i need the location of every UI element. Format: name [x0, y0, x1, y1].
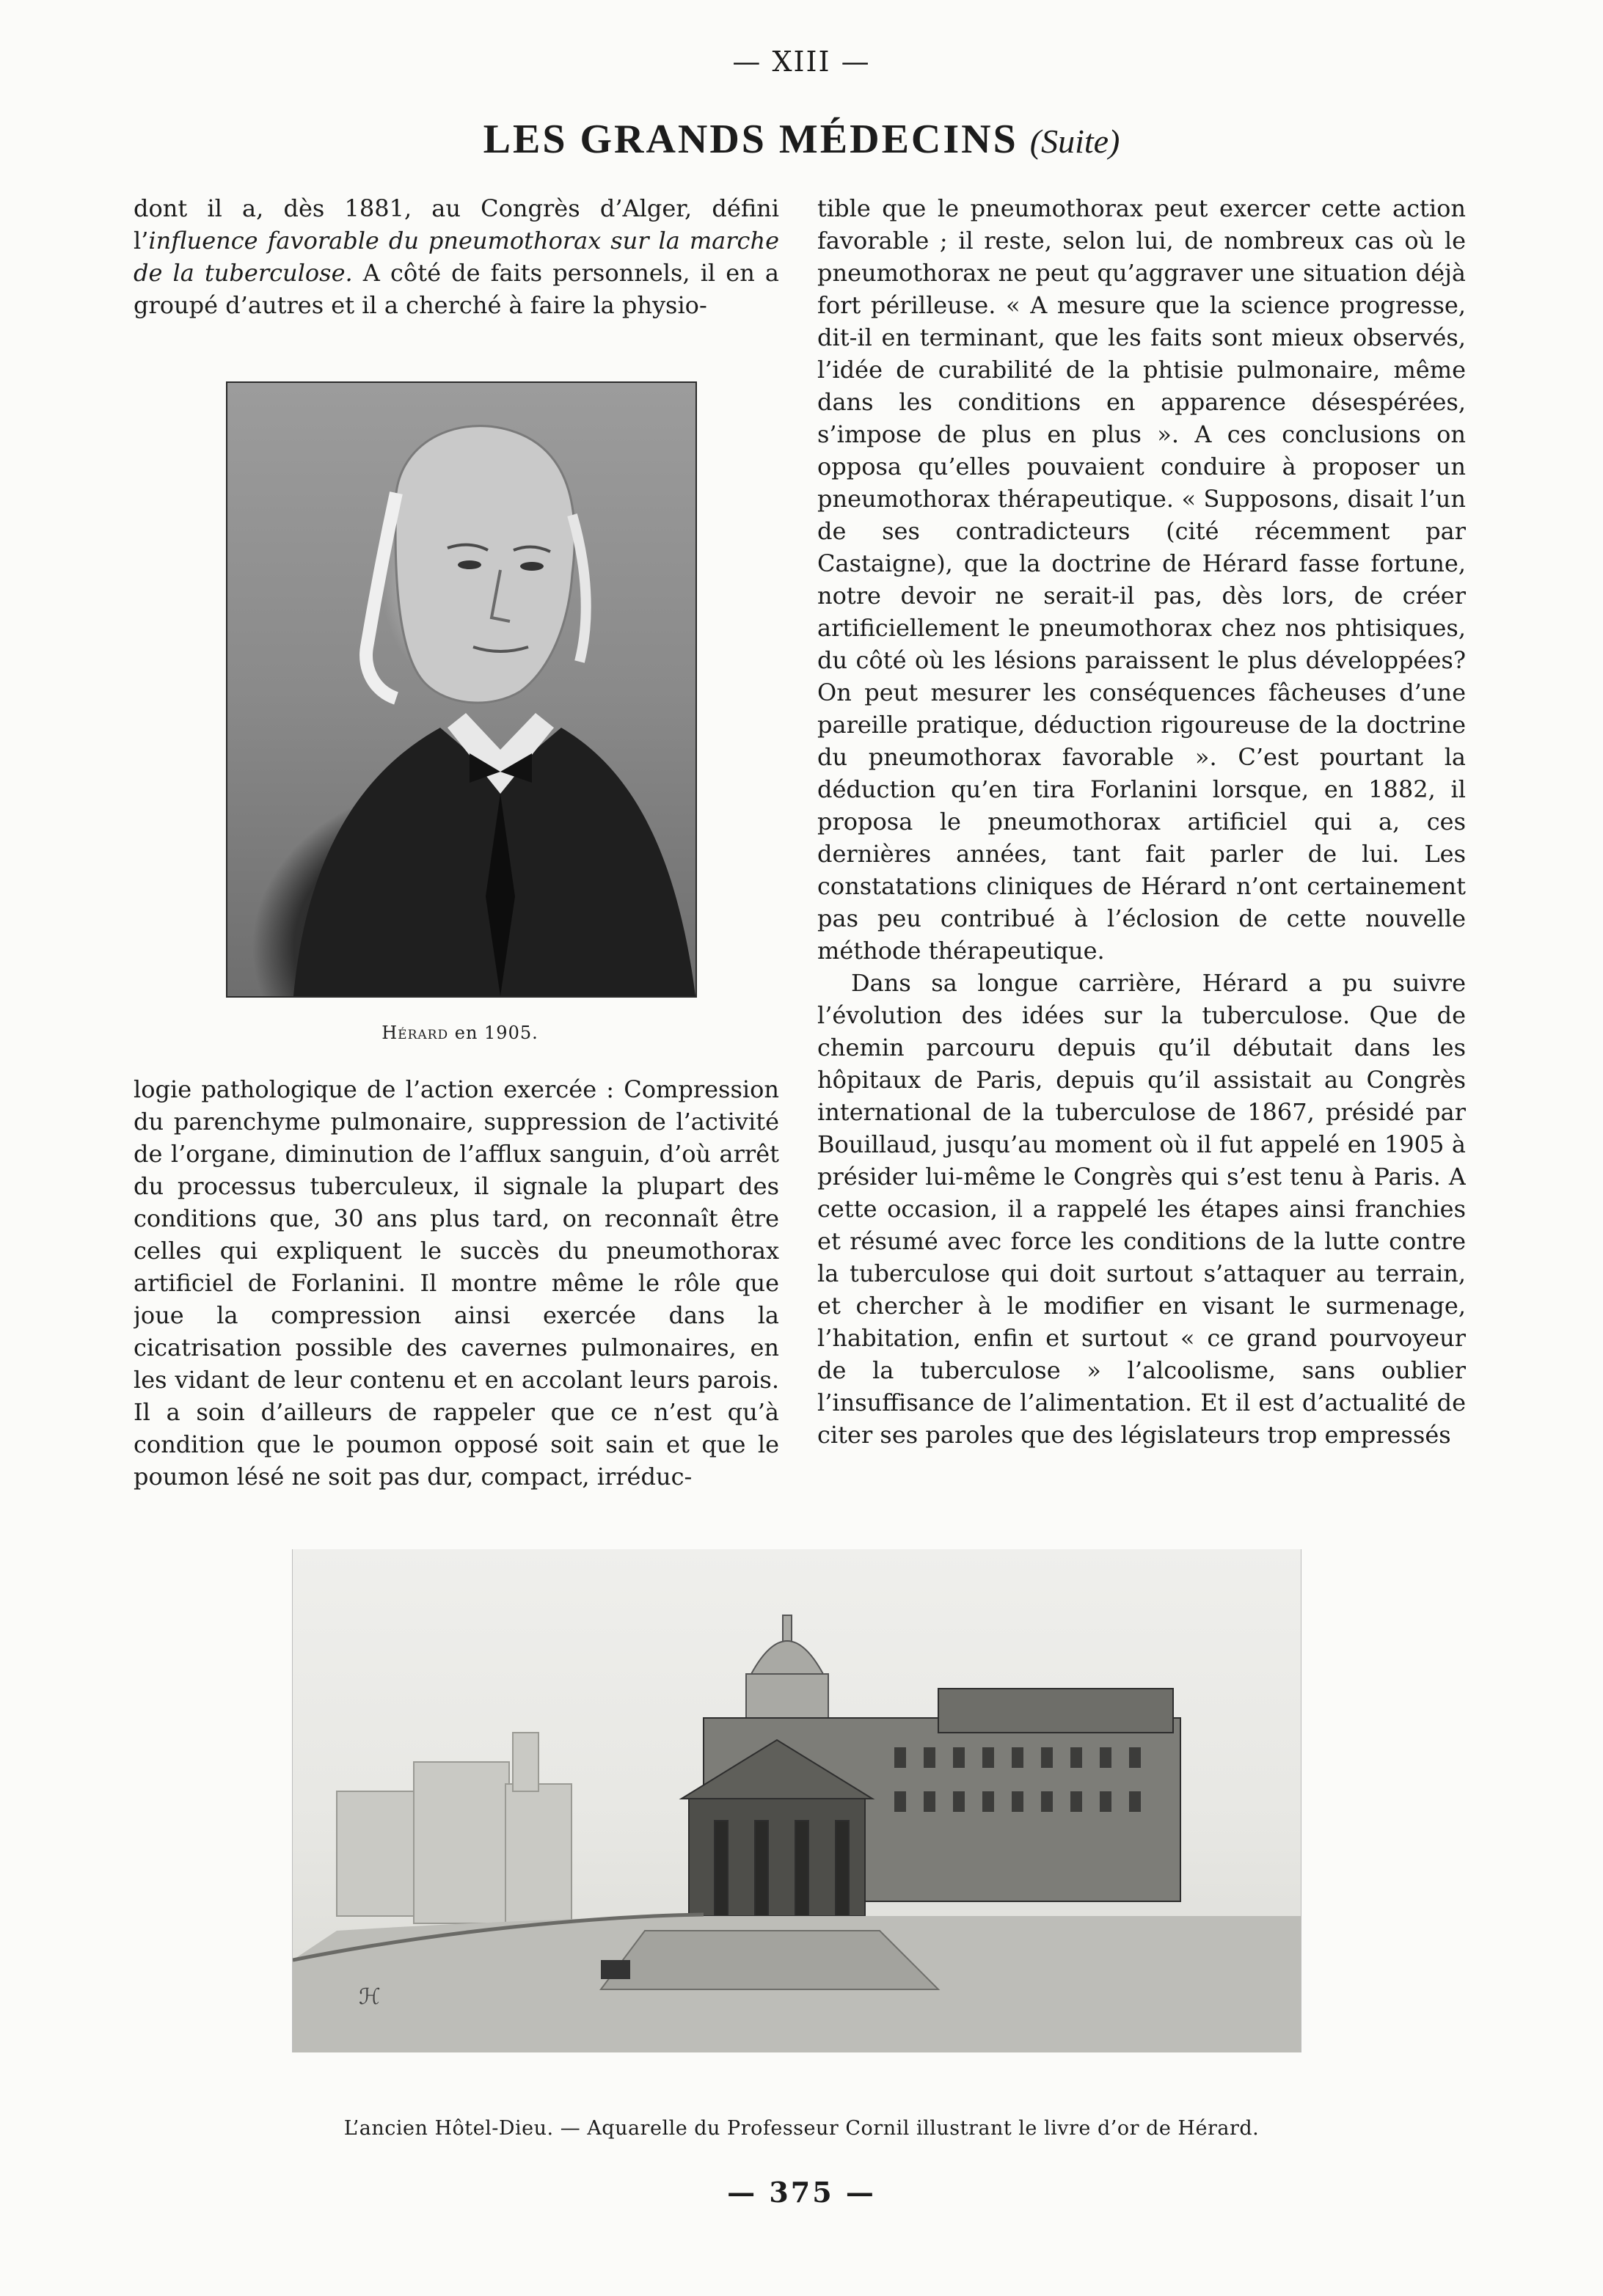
article-title-suffix: (Suite) — [1029, 123, 1120, 160]
eye-right — [520, 562, 544, 571]
portrait-caption — [226, 1023, 694, 1043]
hair-shape — [366, 493, 396, 698]
front-steps — [601, 1931, 938, 1989]
text-run: A côté de faits personnels, il en a groupé d’autres et il a cherché à faire la physio- — [134, 259, 779, 319]
paragraph: tible que le pneumothorax peut exercer cette action favorable ; il reste, selon lui, de nombreux cas où le pneumothorax ne peut qu’aggraver une situation déjà fort périlleuse. « A mesure que la science progresse, dit-il en terminant, que les faits sont mieux observés, l’idée de curabilité de la phtisie pulmonaire, même dans les conditions en apparence désespérées, s’impose de plus en plus ». A ces conclusions on opposa qu’elles pouvaient conduire à proposer un pneumothorax thérapeutique. « Supposons, disait l’un de ses contradicteurs (cité récemment par Castaigne), que la doctrine de Hérard fasse fortune, notre devoir ne serait-il pas, dès lors, de créer artificiellement le pneumothorax chez nos phtisiques, du côté où les lésions paraissent le plus développées? On peut mesurer les conséquences fâcheuses d’une pareille pratique, déduction rigoureuse de la doctrine du pneumothorax favorable ». C’est pourtant la déduction qu’en tira Forlanini lorsque, en 1882, il proposa le pneumothorax artificiel qui a, ces dernières années, tant fait parler de lui. Les constatations cliniques de Hérard n’ont certainement pas peu contribué à l’éclosion de cette nouvelle méthode thérapeutique. — [817, 194, 1466, 965]
text-run: dont il a, dès 1881, au Congrès d’Alger, défini l’ — [134, 194, 779, 255]
hotel-dieu-watercolor — [292, 1549, 1301, 2052]
portrait-caption-name: Hérard — [381, 1023, 449, 1043]
paragraph: logie pathologique de l’action exercée : Compression du parenchyme pulmonaire, suppression de l’activité de l’organe, diminution de l’afflux sanguin, d’où arrêt du processus tuberculeux, il signale la plupart des conditions que, 30 ans plus tard, on reconnaît être celles qui expliquent le succès du pneumothorax artificiel de Forlanini. Il montre même le rôle que joue la compression ainsi exercée dans la cicatrisation possible des cavernes pulmonaires, en les vidant de leur contenu et en accolant leurs parois. Il a soin d’ailleurs de rappeler que ce n’est qu’à condition que le poumon opposé soit sain et que le poumon lésé ne soit pas dur, compact, irréduc- — [134, 1075, 779, 1491]
portrait-caption-date: en 1905. — [448, 1023, 538, 1043]
left-column-bottom-text — [134, 1073, 779, 1499]
hair-shape-right — [572, 515, 586, 662]
italic-text-run: influence favorable du pneumothorax sur la marche de la tuberculose. — [134, 227, 779, 287]
carriage — [601, 1960, 630, 1979]
paragraph: Dans sa longue carrière, Hérard a pu suivre l’évolution des idées sur la tuberculose. Que de chemin parcouru depuis qu’il débutait dans les hôpitaux de Paris, depuis qu’il assistait au Congrès international de la tuberculose de 1867, présidé par Bouillaud, jusqu’au moment où il fut appelé en 1905 à présider lui-même le Congrès qui s’est tenu à Paris. A cette occasion, il a rappelé les étapes ainsi franchies et résumé avec force les conditions de la lutte contre la tuberculose qui doit surtout s’attaquer au terrain, et chercher à le modifier en visant le surmenage, l’habitation, enfin et surtout « ce grand pourvoyeur de la tuberculose » l’alcoolisme, sans oublier l’insuffisance de l’alimentation. Et il est d’actualité de citer ses paroles que des législateurs trop empressés — [817, 969, 1466, 1449]
hotel-dieu-illustration — [293, 1549, 1301, 2052]
right-column-text — [817, 192, 1466, 1499]
artist-monogram: ℋ — [359, 1984, 381, 2010]
face-shape — [395, 426, 574, 703]
eye-left — [458, 560, 481, 569]
illustration-caption: L’ancien Hôtel-Dieu. — Aquarelle du Professeur Cornil illustrant le livre d’or de Hérard. — [343, 2117, 1260, 2140]
portrait-photograph — [226, 381, 697, 998]
page-folio-bottom: — 375 — — [727, 2176, 876, 2209]
page-folio-top: — XIII — — [732, 45, 871, 78]
portrait-illustration — [227, 383, 695, 996]
distant-buildings — [337, 1733, 572, 1923]
article-title: LES GRANDS MÉDECINS — [483, 117, 1018, 162]
left-column-top-text — [134, 192, 779, 324]
article-heading — [0, 116, 1603, 163]
